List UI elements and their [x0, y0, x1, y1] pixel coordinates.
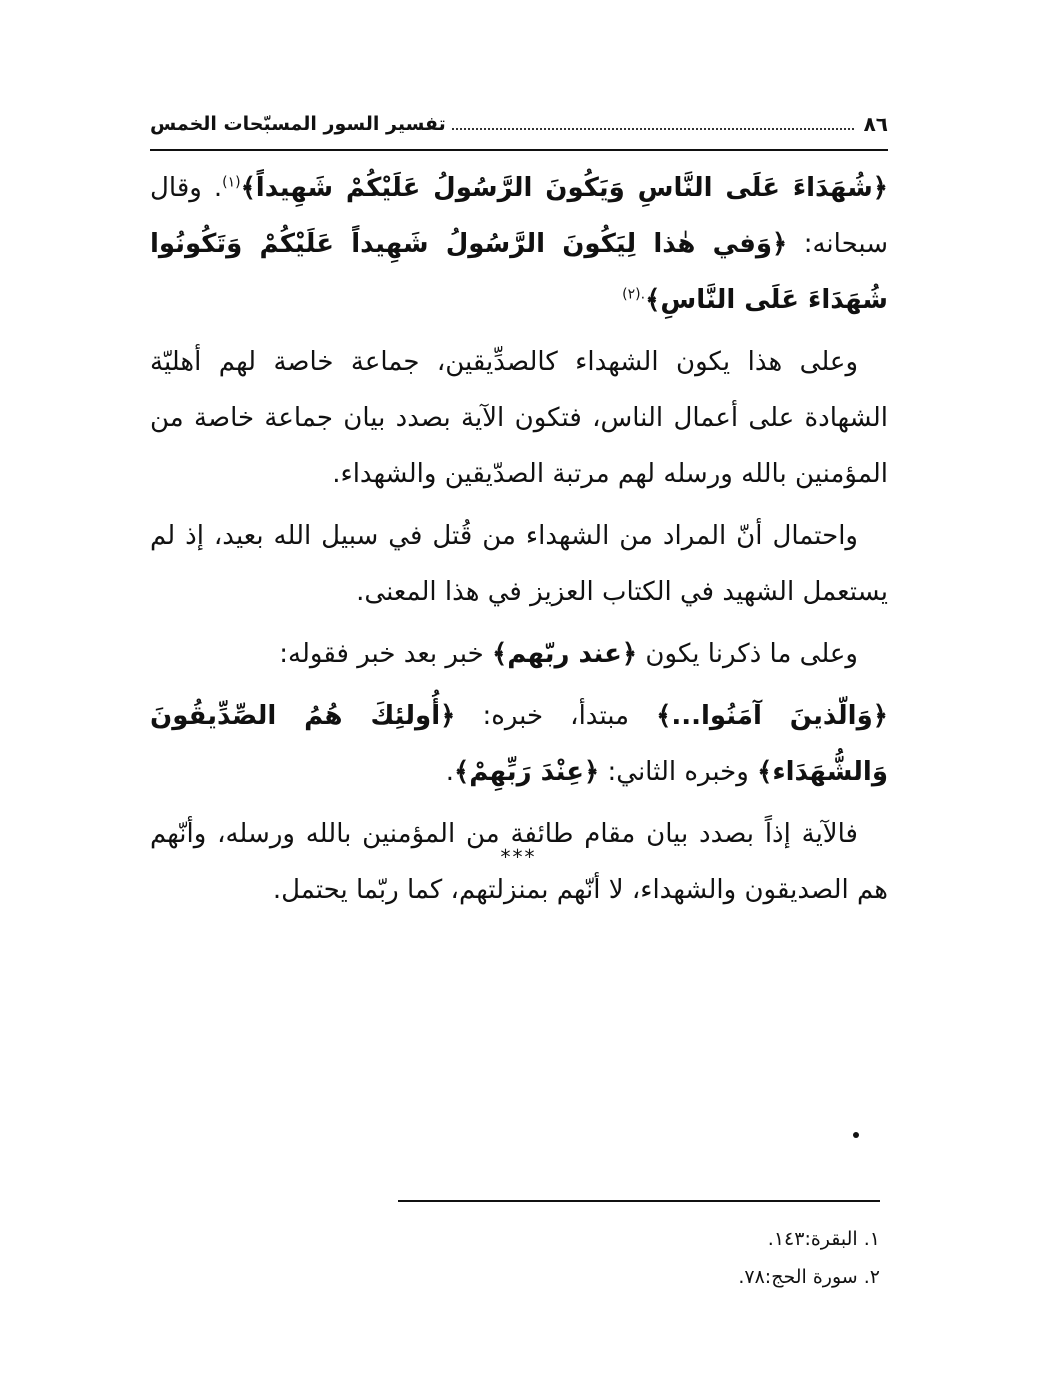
header-divider	[150, 149, 888, 151]
paragraph-1	[150, 160, 888, 328]
quran-quote: ﴿شُهَدَاءَ عَلَى النَّاسِ وَيَكُونَ الرَّسُولُ عَلَيْكُمْ شَهِيداً﴾	[240, 173, 889, 203]
quran-quote: ﴿وَفي هٰذا لِيَكُونَ الرَّسُولُ شَهِيداً عَلَيْكُمْ وَتَكُونُوا شُهَدَاءَ عَلَى النَّاسِ﴾	[150, 229, 888, 315]
paragraph-2: وعلى هذا يكون الشهداء كالصدِّيقين، جماعة خاصة لهم أهليّة الشهادة على أعمال الناس، فتكون الآية بصدد بيان جماعة خاصة من المؤمنين بالله ورسله لهم مرتبة الصدّيقين والشهداء.	[150, 347, 888, 489]
footnote-ref-1: (١)	[222, 174, 241, 191]
paragraph-text: خبر بعد خبر فقوله:	[279, 639, 492, 669]
paragraph-text: وخبره الثاني:	[599, 757, 758, 787]
footnote-divider	[398, 1200, 880, 1202]
footnote-1: ١. البقرة:١٤٣.	[767, 1228, 880, 1250]
stray-dot	[853, 1132, 859, 1138]
footnotes	[550, 1220, 880, 1296]
page-header	[150, 104, 888, 144]
footnote-2: ٢. سورة الحج:٧٨.	[738, 1266, 880, 1288]
quran-quote: ﴿أُولئِكَ هُمُ الصِّدِّيقُونَ وَالشُّهَدَاء﴾	[150, 701, 888, 787]
page-number: ٨٦	[863, 112, 888, 136]
paragraph-text: وعلى ما ذكرنا يكون	[637, 639, 858, 669]
page-body	[150, 160, 888, 924]
paragraph-6: فالآية إذاً بصدد بيان مقام طائفة من المؤمنين بالله ورسله، وأنّهم هم الصديقون والشهداء، لا أنّهم بمنزلتهم، كما ربّما يحتمل.	[150, 819, 888, 905]
quran-quote: ﴿عِنْدَ رَبِّهِمْ﴾	[454, 757, 600, 787]
header-dot-leader	[452, 128, 854, 130]
paragraph-text: .	[445, 757, 455, 787]
paragraph-5	[150, 688, 888, 800]
paragraph-3: واحتمال أنّ المراد من الشهداء من قُتل في سبيل الله بعيد، إذ لم يستعمل الشهيد في الكتاب العزيز في هذا المعنى.	[150, 521, 888, 607]
section-separator: ***	[500, 845, 537, 869]
paragraph-4	[150, 626, 888, 682]
quran-quote: ﴿عند ربّهم﴾	[491, 639, 638, 669]
quran-quote: ﴿وَالّذينَ آمَنُوا...﴾	[656, 701, 888, 731]
paragraph-text: . وقال سبحانه:	[150, 173, 888, 259]
footnote-ref-2: .(٢)	[622, 286, 646, 303]
paragraph-text: مبتدأ، خبره:	[455, 701, 657, 731]
running-title: تفسير السور المسبّحات الخمس	[150, 113, 446, 135]
